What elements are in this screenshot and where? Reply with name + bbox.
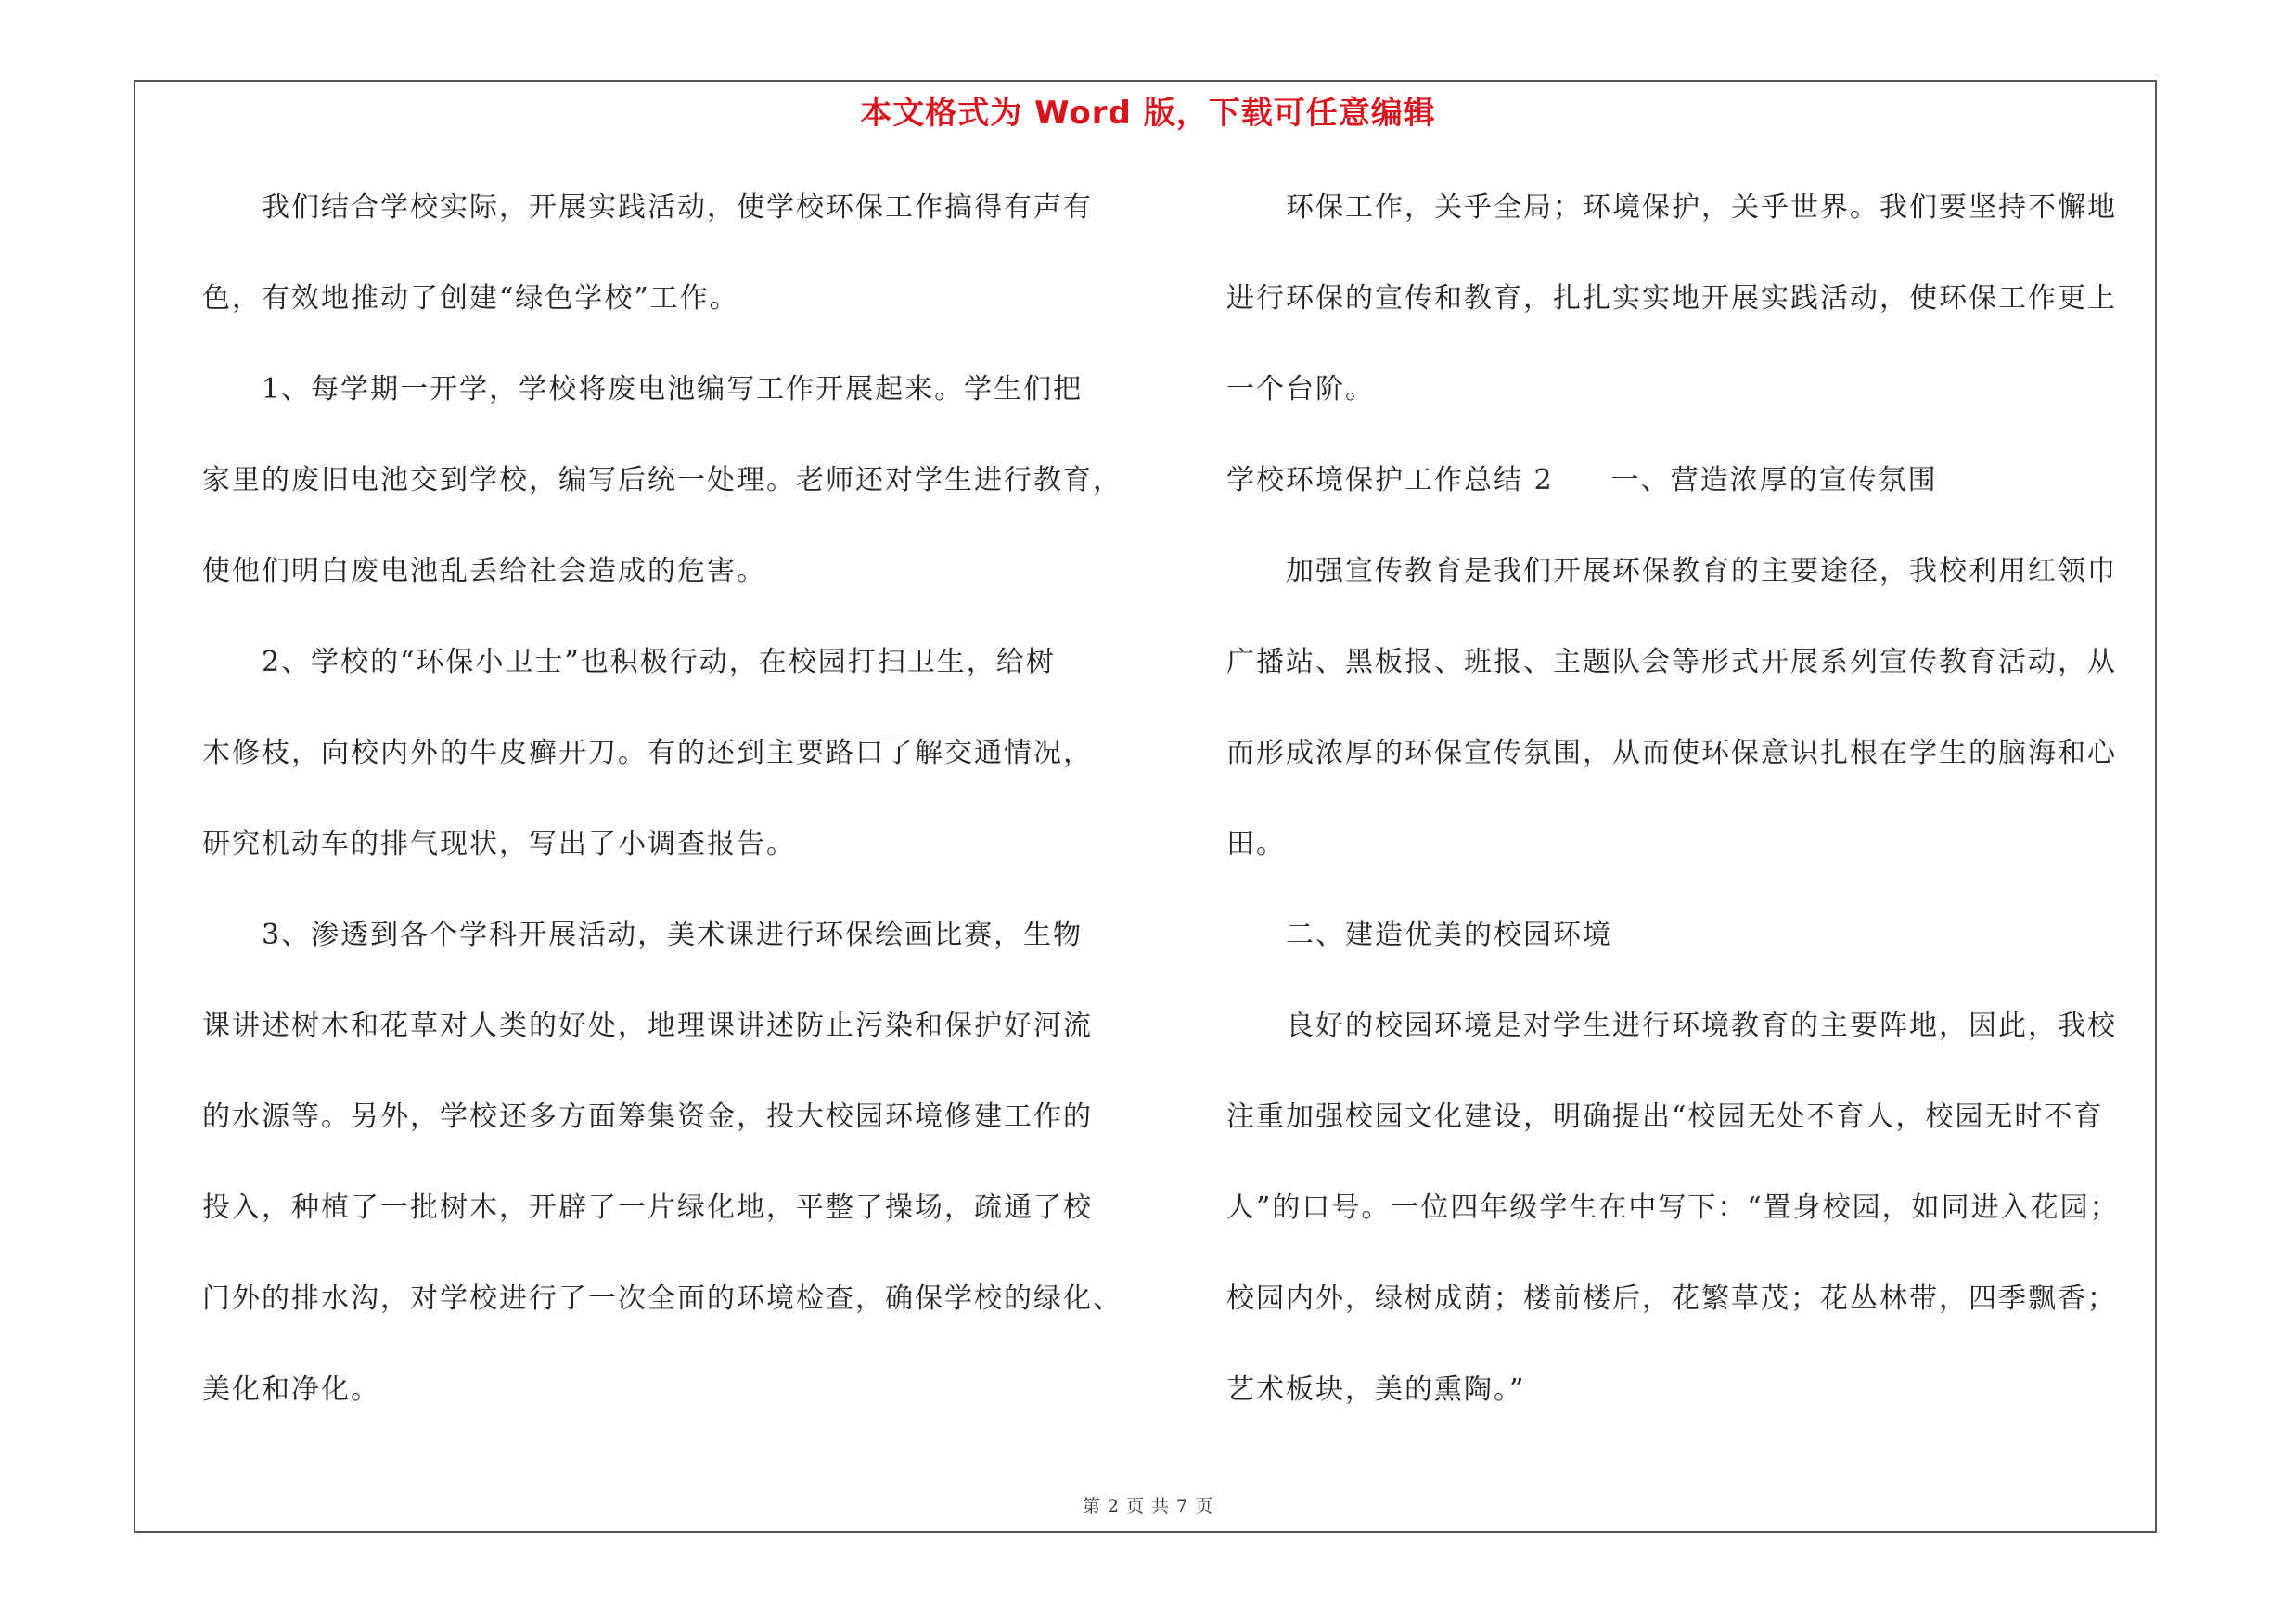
section-title: 学校环境保护工作总结 2 [1226,464,1554,496]
right-line-14: 艺术板块，美的熏陶。” [1226,1373,1526,1406]
right-line-3: 一个台阶。 [1226,373,1375,406]
left-line-2: 色，有效地推动了创建“绿色学校”工作。 [202,282,739,315]
left-line-6: 2、学校的“环保小卫士”也积极行动，在校园打扫卫生，给树 [262,646,1056,678]
left-line-14: 美化和净化。 [202,1373,380,1406]
right-line-7: 而形成浓厚的环保宣传氛围，从而使环保意识扎根在学生的脑海和心 [1226,737,2117,769]
left-line-13: 门外的排水沟，对学校进行了一次全面的环境检查，确保学校的绿化、 [202,1282,1122,1315]
right-line-12: 人”的口号。一位四年级学生在中写下：“置身校园，如同进入花园； [1226,1191,2120,1224]
page-number-footer: 第 2 页 共 7 页 [1082,1496,1214,1516]
format-banner: 本文格式为 Word 版，下载可任意编辑 [860,95,1436,132]
left-line-8: 研究机动车的排气现状，写出了小调查报告。 [202,828,796,860]
right-line-2: 进行环保的宣传和教育，扎扎实实地开展实践活动，使环保工作更上 [1226,282,2117,315]
left-line-7: 木修枝，向校内外的牛皮癣开刀。有的还到主要路口了解交通情况， [202,737,1093,769]
section-heading-line [1226,451,2163,542]
left-line-4: 家里的废旧电池交到学校，编写后统一处理。老师还对学生进行教育， [202,464,1122,496]
left-line-12: 投入，种植了一批树木，开辟了一片绿化地，平整了操场，疏通了校 [202,1191,1093,1224]
subsection-heading-2: 二、建造优美的校园环境 [1286,919,1612,951]
subsection-heading-1: 一、营造浓厚的宣传氛围 [1610,464,1938,496]
right-line-5: 加强宣传教育是我们开展环保教育的主要途径，我校利用红领巾 [1286,555,2117,587]
right-line-1: 环保工作，关乎全局；环境保护，关乎世界。我们要坚持不懈地 [1286,191,2117,224]
right-line-8: 田。 [1226,828,1286,860]
left-line-9: 3、渗透到各个学科开展活动，美术课进行环保绘画比赛，生物 [262,919,1084,951]
left-line-5: 使他们明白废电池乱丢给社会造成的危害。 [202,555,766,587]
left-line-11: 的水源等。另外，学校还多方面筹集资金，投大校园环境修建工作的 [202,1101,1093,1133]
right-line-11: 注重加强校园文化建设，明确提出“校园无处不育人，校园无时不育 [1226,1101,2104,1133]
left-column [202,178,1139,1451]
left-line-3: 1、每学期一开学，学校将废电池编写工作开展起来。学生们把 [262,373,1084,406]
left-line-10: 课讲述树木和花草对人类的好处，地理课讲述防止污染和保护好河流 [202,1010,1093,1042]
left-line-1: 我们结合学校实际，开展实践活动，使学校环保工作搞得有声有 [262,191,1093,224]
right-line-6: 广播站、黑板报、班报、主题队会等形式开展系列宣传教育活动，从 [1226,646,2117,678]
right-line-13: 校园内外，绿树成荫；楼前楼后，花繁草茂；花丛林带，四季飘香； [1226,1282,2117,1315]
right-column [1226,178,2163,1451]
right-line-10: 良好的校园环境是对学生进行环境教育的主要阵地，因此，我校 [1286,1010,2117,1042]
